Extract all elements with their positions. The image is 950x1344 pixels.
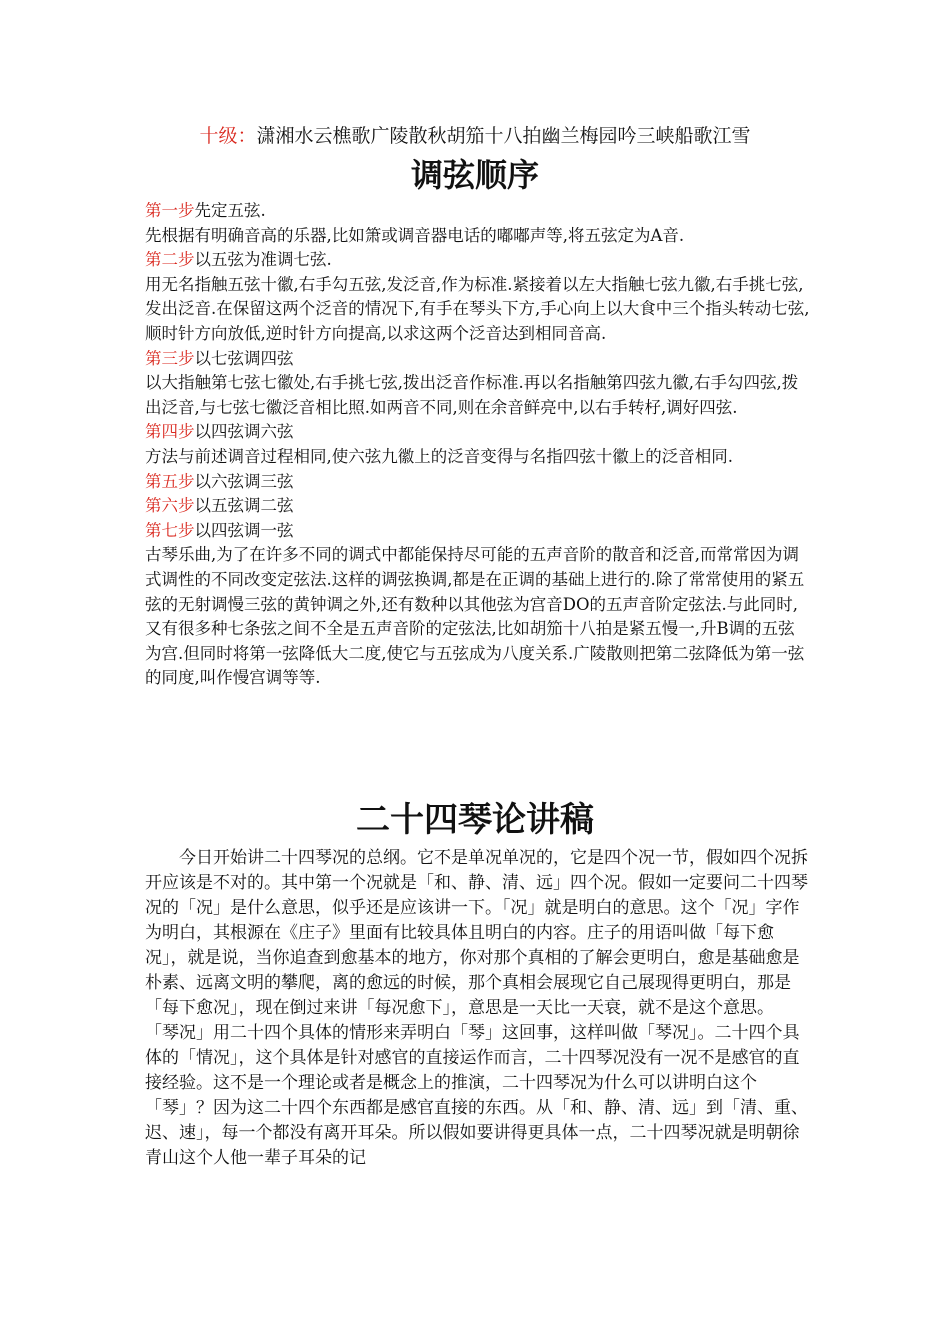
step-3 — [145, 347, 810, 421]
grade-line — [0, 122, 950, 150]
step-text: 方法与前述调音过程相同,使六弦九徽上的泛音变得与名指四弦十徽上的泛音相同. — [145, 446, 733, 466]
lecture-body — [145, 846, 815, 1171]
step-label: 第七步 — [145, 520, 195, 540]
grade-label: 十级： — [199, 125, 257, 147]
step-label: 第五步 — [145, 471, 195, 491]
step-label: 第四步 — [145, 422, 195, 442]
step-heading: 以四弦调六弦 — [194, 422, 294, 442]
grade-pieces: 潇湘水云樵歌广陵散秋胡笳十八拍幽兰梅园吟三峡船歌江雪 — [256, 125, 751, 147]
tuning-steps — [145, 199, 810, 691]
lecture-paragraph: 今日开始讲二十四琴况的总纲。它不是单况单况的，它是四个况一节，假如四个况拆开应该是不对的。其中第一个况就是「和、静、清、远」四个况。假如一定要问二十四琴况的「况」是什么意思，似乎还是应该讲一下。「况」就是明白的意思。这个「况」字作为明白，其根源在《庄子》里面有比较具体且明白的内容。庄子的用语叫做「每下愈况」，就是说，当你追查到愈基本的地方，你对那个真相的了解会更明白，愈是基础愈是朴素、远离文明的攀爬，离的愈远的时候，那个真相会展现它自己展现得更明白，那是「每下愈况」，现在倒过来讲「每况愈下」，意思是一天比一天衰，就不是这个意思。 — [145, 848, 808, 1018]
step-label: 第六步 — [145, 496, 195, 516]
step-5 — [145, 470, 810, 495]
step-4 — [145, 420, 810, 469]
step-heading: 先定五弦. — [194, 201, 266, 220]
step-heading: 以五弦调二弦 — [194, 496, 294, 516]
step-2 — [145, 248, 810, 346]
section-title-lecture: 二十四琴论讲稿 — [356, 800, 594, 840]
step-label: 第三步 — [145, 348, 195, 368]
section-title-tuning-order: 调弦顺序 — [410, 156, 539, 194]
step-heading: 以五弦为准调七弦. — [194, 250, 332, 270]
step-6 — [145, 494, 810, 519]
step-text: 古琴乐曲,为了在许多不同的调式中都能保持尽可能的五声音阶的散音和泛音,而常常因为调式调性的不同改变定弦法.这样的调弦换调,都是在正调的基础上进行的.除了常常使用的紧五弦的无射调慢三弦的黄钟调之外,还有数种以其他弦为宫音DO的五声音阶定弦法.与此同时,又有很多种七条弦之间不全是五声音阶的定弦法,比如胡笳十八拍是紧五慢一,升B调的五弦为宫.但同时将第一弦降低大二度,使它与五弦成为八度关系.广陵散则把第二弦降低为第一弦的同度,叫作慢宫调等等. — [145, 545, 805, 688]
step-heading: 以七弦调四弦 — [194, 348, 294, 368]
step-text: 以大指触第七弦七徽处,右手挑七弦,拨出泛音作标准.再以名指触第四弦九徽,右手勾四弦,拨出泛音,与七弦七徽泛音相比照.如两音不同,则在余音鲜亮中,以右手转杍,调好四弦. — [145, 373, 799, 417]
lecture-paragraph: 「琴况」用二十四个具体的情形来弄明白「琴」这回事，这样叫做「琴况」。二十四个具体的「情况」，这个具体是针对感官的直接运作而言，二十四琴况没有一况不是感官的直接经验。这不是一个理论或者是概念上的推演，二十四琴况为什么可以讲明白这个「琴」？因为这二十四个东西都是感官直接的东西。从「和、静、清、远」到「清、重、迟、速」，每一个都没有离开耳朵。所以假如要讲得更具体一点，二十四琴况就是明朝徐青山这个人他一辈子耳朵的记 — [145, 1023, 808, 1168]
step-1 — [145, 199, 810, 248]
step-7 — [145, 519, 810, 691]
step-heading: 以六弦调三弦 — [194, 471, 294, 491]
step-label: 第一步 — [145, 201, 195, 220]
step-text: 用无名指触五弦十徽,右手勾五弦,发泛音,作为标准.紧接着以左大指触七弦九徽,右手挑七弦,发出泛音.在保留这两个泛音的情况下,有手在琴头下方,手心向上以大食中三个指头转动七弦,顺时针方向放低,逆时针方向提高,以求这两个泛音达到相同音高. — [145, 274, 810, 343]
step-heading: 以四弦调一弦 — [194, 520, 294, 540]
step-text: 先根据有明确音高的乐器,比如箫或调音器电话的嘟嘟声等,将五弦定为A音. — [145, 225, 685, 245]
step-label: 第二步 — [145, 250, 195, 270]
